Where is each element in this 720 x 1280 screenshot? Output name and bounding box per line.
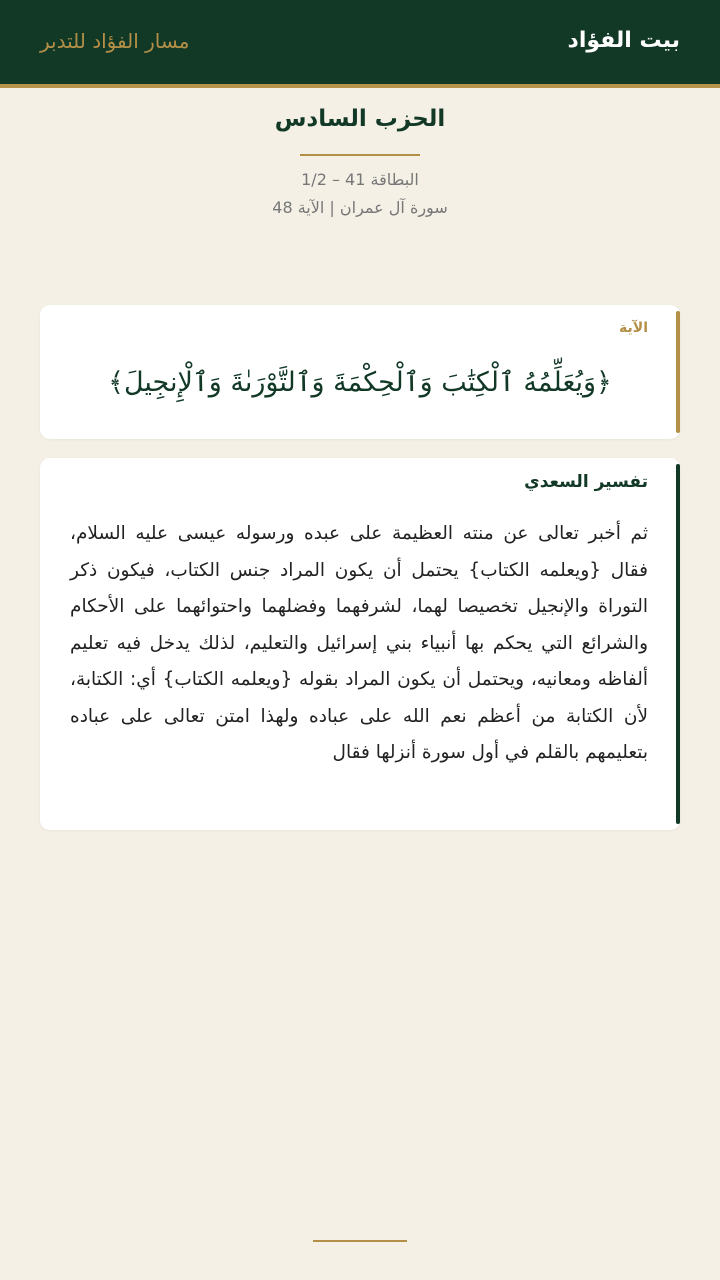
tafsir-title: تفسير السعدي xyxy=(524,472,648,492)
ayah-accent-bar xyxy=(676,311,680,433)
card-counter: البطاقة 41 – 1/2 xyxy=(301,170,419,189)
brand-title: بيت الفؤاد xyxy=(567,28,680,53)
tafsir-text: ثم أخبر تعالى عن منته العظيمة على عبده ورسوله عيسى عليه السلام، فقال {ويعلمه الكتاب} يحتمل أن يكون المراد جنس الكتاب، فيكون ذكر التوراة والإنجيل تخصيصا لهما، لشرفهما وفضلهما واحتوائهما على الأحكام والشرائع التي يحكم بها أنبياء بني إسرائيل والتعليم، لذلك يدخل فيه تعليم ألفاظه ومعانيه، ويحتمل أن يكون المراد بقوله {ويعلمه الكتاب} أي: الكتابة، لأن الكتابة من أعظم نعم الله على عباده ولهذا امتن تعالى على عباده بتعليمهم بالقلم في أول سورة أنزلها فقال xyxy=(70,523,648,763)
ayah-label: الآية xyxy=(619,320,648,336)
app-link[interactable]: مسار الفؤاد للتدبر xyxy=(40,29,190,53)
surah-ayah-reference: سورة آل عمران | الآية 48 xyxy=(272,198,448,217)
bottom-divider xyxy=(313,1240,407,1242)
ayah-text: ﴿وَيُعَلِّمُهُ ٱلْكِتَٰبَ وَٱلْحِكْمَةَ وَٱلتَّوْرَىٰةَ وَٱلْإِنجِيلَ﴾ xyxy=(108,367,612,398)
tafsir-card xyxy=(40,458,680,830)
title-divider xyxy=(300,154,420,156)
app-header xyxy=(0,0,720,88)
ayah-card xyxy=(40,305,680,439)
tafsir-accent-bar xyxy=(676,464,680,824)
hizb-title: الحزب السادس xyxy=(274,106,446,132)
